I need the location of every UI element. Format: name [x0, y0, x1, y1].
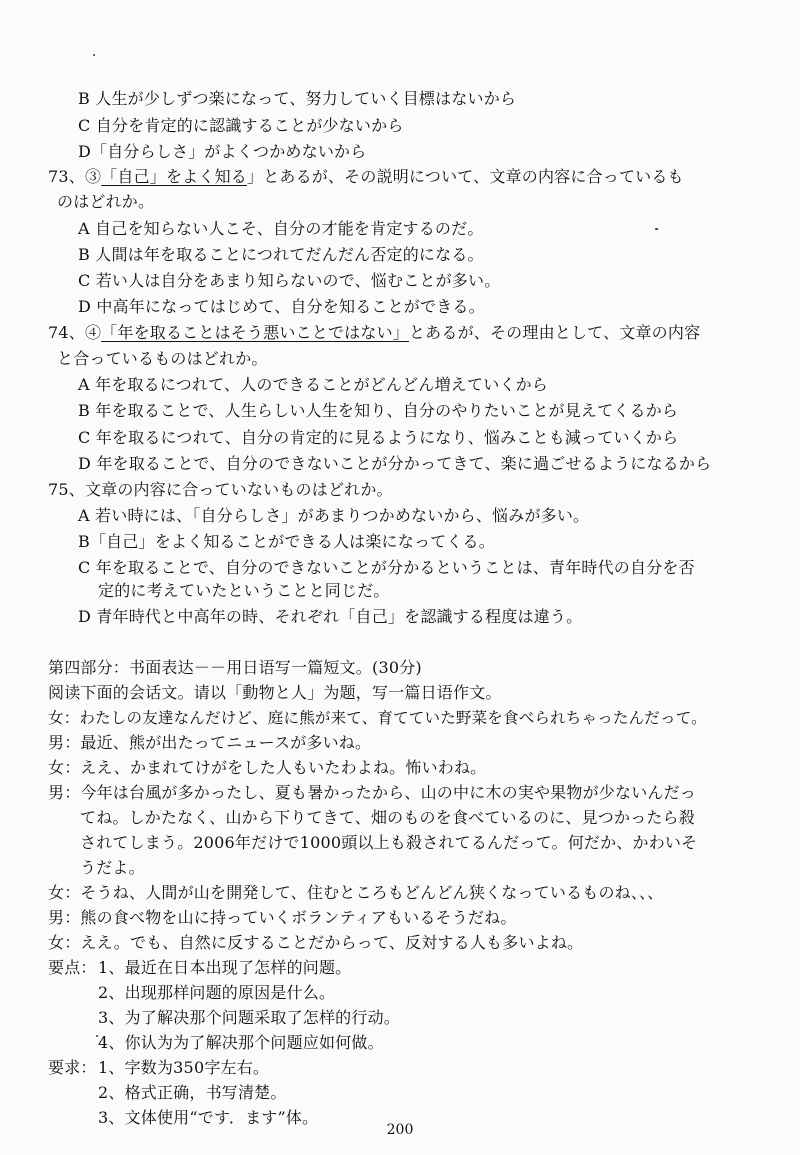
q73-stem [48, 166, 684, 188]
requirement-item: 2、格式正确，书写清楚。 [98, 1083, 287, 1102]
q73-stem-rest: 」とあるが、その説明について、文章の内容に合っているも [246, 167, 684, 186]
q74-number: 74、④ [48, 323, 102, 342]
dialogue-line [48, 882, 664, 904]
dialogue-speaker: 女： [48, 758, 81, 777]
q73-quote: 「自己」をよく知る [101, 167, 247, 186]
dialogue-line-cont: てね。しかたなく、山から下りてきて、畑のものを食べているのに、見つかったら殺 [80, 808, 695, 827]
q73-option-b: B 人間は年を取ることにつれてだんだん否定的になる。 [78, 245, 484, 264]
dialogue-line [48, 782, 696, 804]
dialogue-text: 今年は台風が多かったし、夏も暑かったから、山の中に木の実や果物が少ないんだっ [80, 783, 697, 802]
dialogue-text: そうね、人間が山を開発して、住むところもどんどん狭くなっているものね、、、 [80, 883, 664, 902]
q74-option-b: B 年を取ることで、人生らしい人生を知り、自分のやりたいことが見えてくるから [78, 401, 679, 420]
q75-stem: 75、文章の内容に合っていないものはどれか。 [48, 480, 393, 499]
q73-number: 73、③ [48, 167, 102, 186]
q75-option-c-cont: 定的に考えていたということと同じだ。 [98, 581, 390, 600]
q72-option-d: D「自分らしさ」がよくつかめないから [78, 142, 367, 161]
dialogue-line-cont: されてしまう。2006年だけで1000頭以上も殺されてるんだって。何だか、かわいそ [80, 833, 698, 852]
dialogue-line [48, 932, 583, 954]
scan-speck [96, 1035, 98, 1037]
dialogue-speaker: 女： [48, 933, 81, 952]
points-label: 要点： [48, 958, 97, 977]
dialogue-speaker: 女： [48, 883, 81, 902]
point-item: 4、你认为为了解决那个问题应如何做。 [98, 1033, 384, 1052]
q75-option-d: D 青年時代と中高年の時、それぞれ「自己」を認識する程度は違う。 [78, 607, 583, 626]
dialogue-speaker: 男： [48, 733, 81, 752]
q75-option-b: B「自己」をよく知ることができる人は楽になってくる。 [78, 532, 495, 551]
point-item: 3、为了解决那个问题采取了怎样的行动。 [98, 1008, 400, 1027]
dialogue-line [48, 757, 486, 779]
q73-stem-line2: のはどれか。 [57, 192, 155, 211]
dialogue-text: わたしの友達なんだけど、庭に熊が来て、育てていた野菜を食べられちゃったんだって。 [79, 709, 707, 727]
q74-stem-rest: とあるが、その理由として、文章の内容 [408, 323, 701, 342]
dialogue-text: 最近、熊が出たってニュースが多いね。 [80, 733, 372, 752]
part4-heading: 第四部分：书面表达－－用日语写一篇短文。(30分) [48, 658, 422, 677]
scan-speck [93, 54, 95, 56]
dialogue-line-cont: うだよ。 [80, 858, 145, 877]
requirement-item: 3、文体使用“です．ます”体。 [98, 1108, 319, 1127]
dialogue-text: ええ、かまれてけがをした人もいたわよね。怖いわね。 [80, 758, 487, 777]
q74-option-d: D 年を取ることで、自分のできないことが分かってきて、楽に過ごせるようになるから [78, 454, 712, 473]
point-item: 2、出现那样问题的原因是什么。 [98, 983, 336, 1002]
dialogue-text: 熊の食べ物を山に持っていくボランティアもいるそうだね。 [80, 908, 517, 927]
dialogue-speaker: 男： [48, 783, 81, 802]
page-number: 200 [386, 1122, 414, 1138]
q73-option-d: D 中高年になってはじめて、自分を知ることができる。 [78, 297, 485, 316]
dialogue-text: ええ。でも、自然に反することだからって、反対する人も多いよね。 [80, 933, 584, 952]
q73-option-a: A 自己を知らない人こそ、自分の才能を肯定するのだ。 [78, 219, 484, 238]
dialogue-line [48, 707, 707, 729]
dialogue-speaker: 男： [48, 908, 81, 927]
requirements-label: 要求： [48, 1058, 97, 1077]
dialogue-line [48, 732, 371, 754]
q74-stem [48, 322, 700, 344]
q74-stem-line2: と合っているものはどれか。 [57, 349, 268, 368]
q73-option-c: C 若い人は自分をあまり知らないので、悩むことが多い。 [78, 271, 501, 290]
dialogue-speaker: 女： [48, 709, 80, 727]
part4-instruction: 阅读下面的会话文。请以「動物と人」为题，写一篇日语作文。 [48, 683, 502, 702]
q75-option-a: A 若い時には、「自分らしさ」があまりつかめないから、悩みが多い。 [78, 506, 590, 525]
scan-speck [655, 228, 658, 230]
q74-option-c: C 年を取るにつれて、自分の肯定的に見るようになり、悩みことも減っていくから [78, 428, 679, 447]
dialogue-line [48, 907, 517, 929]
q74-option-a: A 年を取るにつれて、人のできることがどんどん増えていくから [78, 375, 549, 394]
q72-option-b: B 人生が少しずつ楽になって、努力していく目標はないから [78, 89, 517, 108]
q75-option-c: C 年を取ることで、自分のできないことが分かるということは、青年時代の自分を否 [78, 558, 695, 577]
requirement-item: 1、字数为350字左右。 [98, 1058, 270, 1077]
q74-quote: 「年を取ることはそう悪いことではない」 [101, 323, 409, 342]
point-item: 1、最近在日本出现了怎样的问题。 [98, 958, 352, 977]
q72-option-c: C 自分を肯定的に認識することが少ないから [78, 116, 404, 135]
